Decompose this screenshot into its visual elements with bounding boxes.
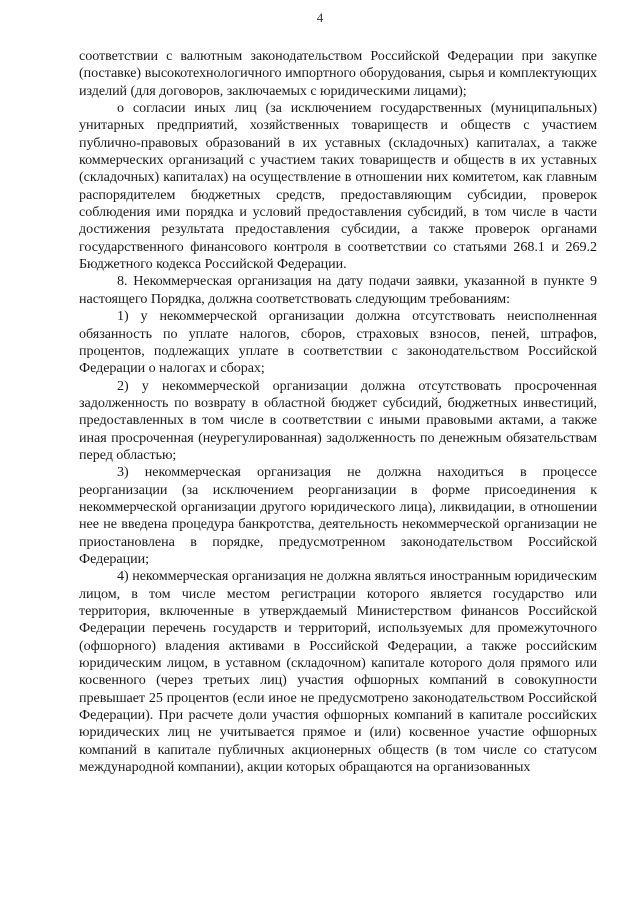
paragraph-item-1: 1) у некоммерческой организации должна отсутствовать неисполненная обязанность по уплате налогов, сборов, страховых взносов, пеней, штрафов, процентов, подлежащих уплате в соответствии с законодательством Российской Федерации о налогах и сборах; bbox=[79, 308, 597, 377]
paragraph-continuation: соответствии с валютным законодательством Российской Федерации при закупке (поставке) высокотехнологичного импортного оборудования, сырья и комплектующих изделий (для договоров, заключаемых с юридическими лицами); bbox=[79, 48, 597, 99]
paragraph-clause-8: 8. Некоммерческая организация на дату подачи заявки, указанной в пункте 9 настоящего Порядка, должна соответствовать следующим требованиям: bbox=[79, 273, 597, 307]
document-body bbox=[79, 48, 597, 776]
page-number: 4 bbox=[316, 10, 324, 25]
paragraph-item-3: 3) некоммерческая организация не должна находиться в процессе реорганизации (за исключением реорганизации в форме присоединения к некоммерческой организации другого юридического лица), ликвидации, в отношении нее не введена процедура банкротства, деятельность некоммерческой организации не приостановлена в порядке, предусмотренном законодательством Российской Федерации; bbox=[79, 464, 597, 567]
paragraph-item-4: 4) некоммерческая организация не должна являться иностранным юридическим лицом, в том числе местом регистрации которого является государство или территория, включенные в утверждаемый Министерством финансов Российской Федерации перечень государств и территорий, используемых для промежуточного (офшорного) владения активами в Российской Федерации, а также российским юридическим лицом, в уставном (складочном) капитале которого доля прямого или косвенного (через третьих лиц) участия офшорных компаний в совокупности превышает 25 процентов (если иное не предусмотрено законодательством Российской Федерации). При расчете доли участия офшорных компаний в капитале российских юридических лиц не учитывается прямое и (или) косвенное участие офшорных компаний в капитале публичных акционерных обществ (в том числе со статусом международной компании), акции которых обращаются на организованных bbox=[79, 568, 597, 776]
paragraph-item-2: 2) у некоммерческой организации должна отсутствовать просроченная задолженность по возврату в областной бюджет субсидий, бюджетных инвестиций, предоставленных в том числе в соответствии с иными правовыми актами, а также иная просроченная (неурегулированная) задолженность по денежным обязательствам перед областью; bbox=[79, 377, 597, 463]
paragraph-consent: о согласии иных лиц (за исключением государственных (муниципальных) унитарных предприятий, хозяйственных товариществ и обществ с участием публично-правовых образований в их уставных (складочных) капиталах, а также коммерческих организаций с участием таких товариществ и обществ в их уставных (складочных) капиталах) на осуществление в отношении них комитетом, как главным распорядителем бюджетных средств, предоставляющим субсидии, проверок соблюдения ими порядка и условий предоставления субсидий, в том числе в части достижения результата предоставления субсидии, а также проверок органами государственного финансового контроля в соответствии со статьями 268.1 и 269.2 Бюджетного кодекса Российской Федерации. bbox=[79, 100, 597, 273]
